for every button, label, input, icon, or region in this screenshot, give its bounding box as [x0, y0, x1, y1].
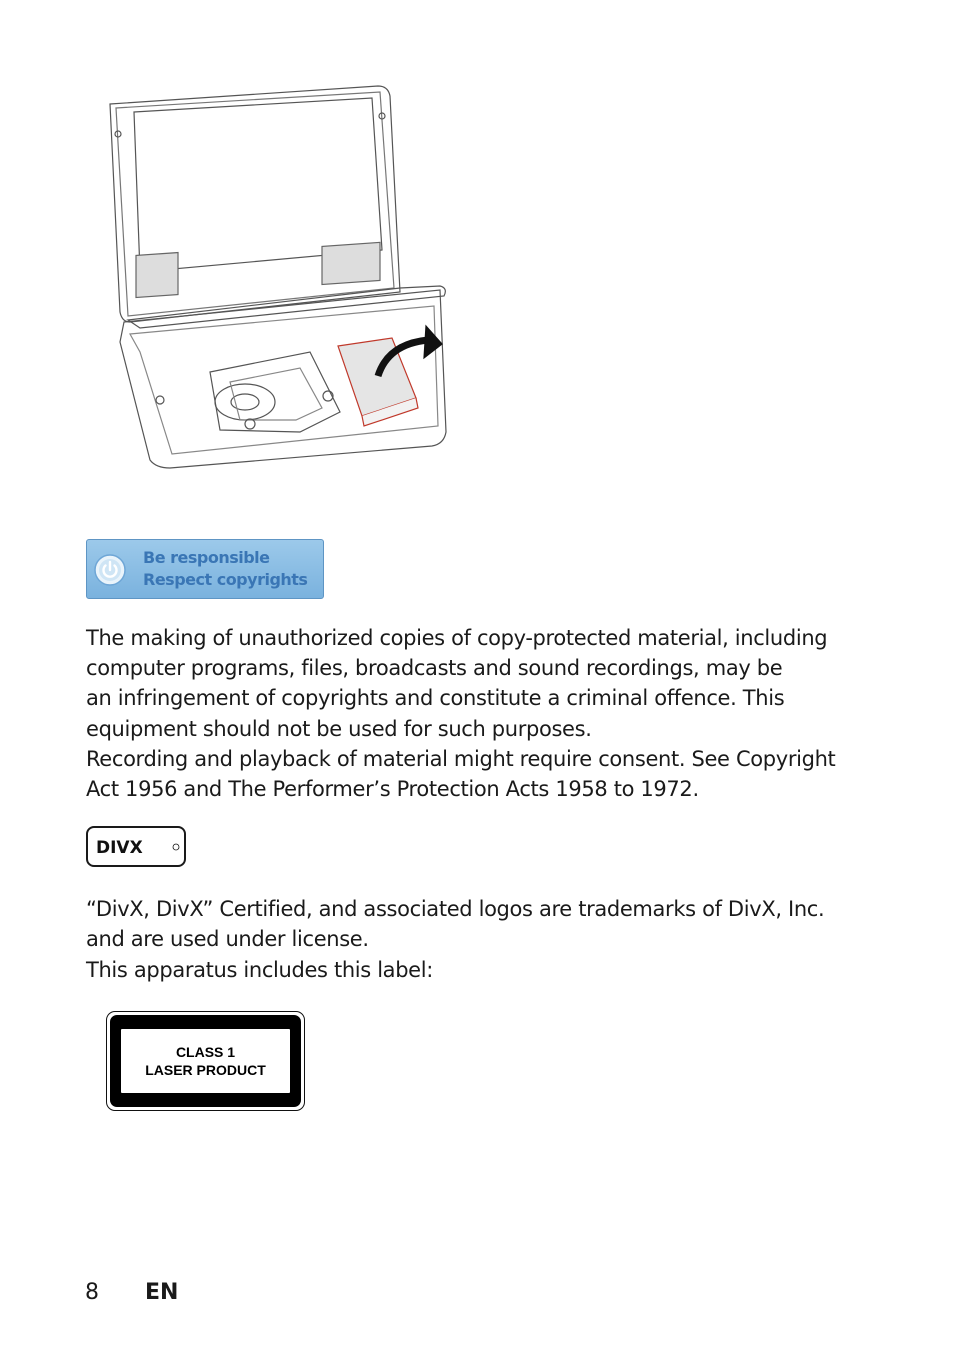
laser-product-label: [106, 1011, 305, 1111]
battery-removal-icon: [110, 86, 446, 468]
be-responsible-badge: [86, 539, 324, 599]
copyright-line: computer programs, files, broadcasts and sound recordings, may be: [86, 656, 783, 681]
label-intro: This apparatus includes this label:: [86, 958, 433, 982]
laser-label-panel: [121, 1029, 290, 1093]
badge-line-2: Respect copyrights: [143, 570, 308, 589]
language-code: EN: [145, 1280, 179, 1305]
divx-logo-mark: [96, 837, 180, 857]
copyright-line: equipment should not be used for such purposes.: [86, 716, 592, 741]
copyright-line: an infringement of copyrights and constitute a criminal offence. This: [86, 686, 785, 711]
copyright-notice: [86, 623, 876, 804]
laser-label-frame: [110, 1015, 301, 1107]
badge-text: [143, 547, 321, 591]
badge-line-1: Be responsible: [143, 548, 270, 567]
divx-notice: [86, 894, 876, 954]
copyright-line: Recording and playback of material might require consent. See Copyright: [86, 746, 836, 771]
page-number: 8: [85, 1280, 99, 1305]
divx-logo-text: DIVX: [96, 838, 143, 857]
power-icon: [94, 554, 126, 586]
divx-line: and are used under license.: [86, 927, 369, 952]
laser-label-line-1: CLASS 1: [175, 1044, 236, 1060]
copyright-line: The making of unauthorized copies of copy-protected material, including: [86, 626, 828, 650]
battery-removal-illustration: [100, 82, 450, 474]
divx-line: “DivX, DivX” Certified, and associated logos are trademarks of DivX, Inc.: [86, 897, 825, 921]
copyright-line: Act 1956 and The Performer’s Protection Acts 1958 to 1972.: [86, 777, 699, 802]
laser-label-line-2: LASER PRODUCT: [145, 1062, 266, 1078]
divx-logo: [86, 826, 186, 867]
